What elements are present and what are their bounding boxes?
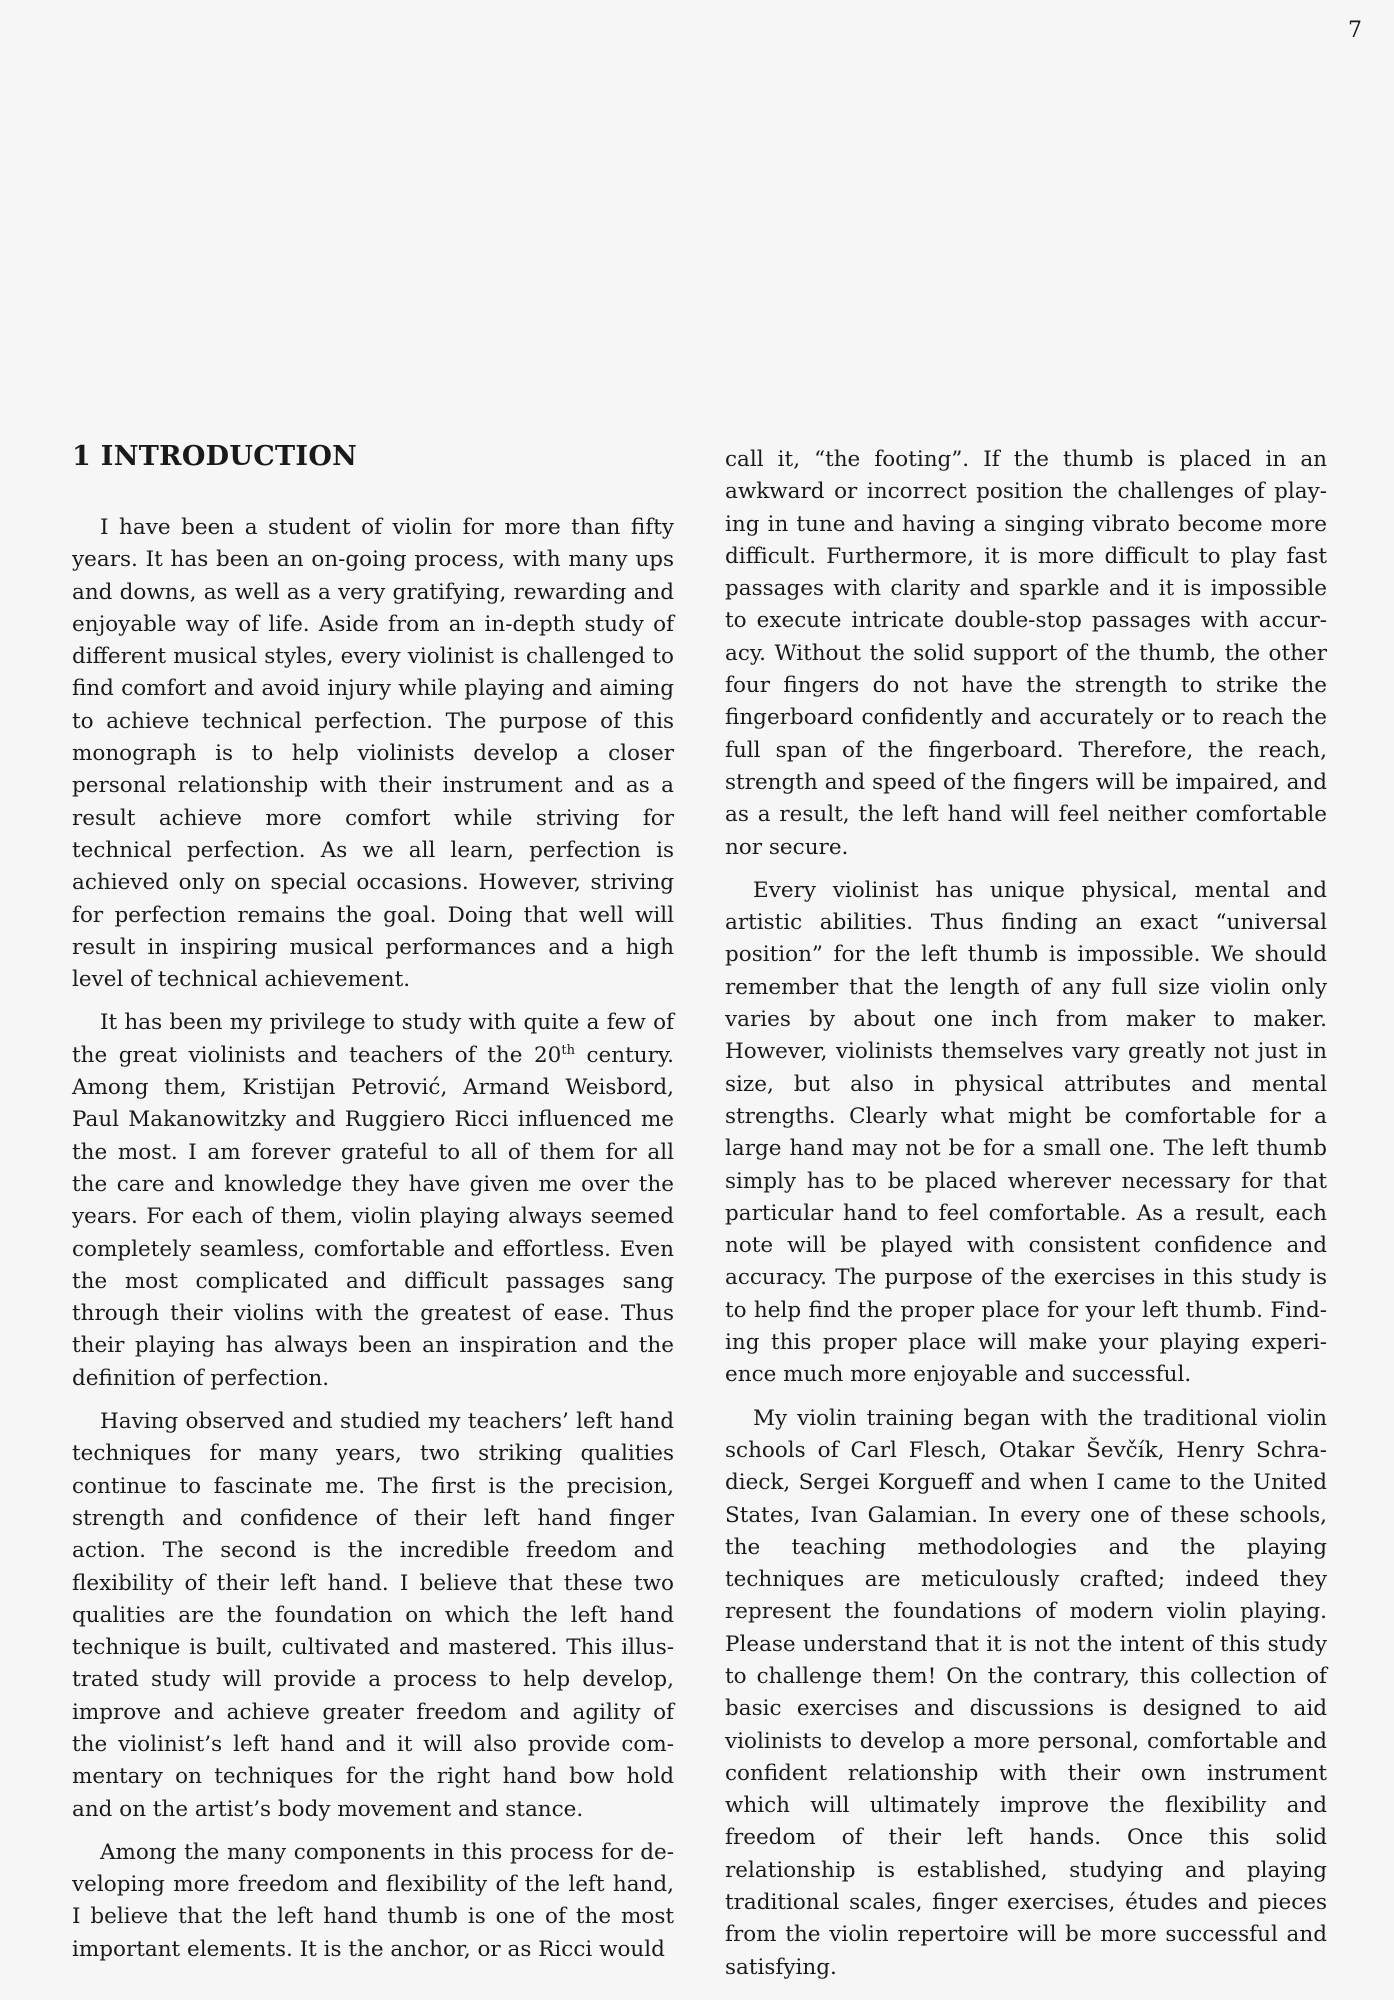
paragraph-2-text-a: It has been my privilege to study with quite a few of the great violinists and teachers of the 20: [72, 1010, 674, 1068]
paragraph-4-end: call it, “the footing”. If the thumb is placed in an awkward or incorrect position the challenges of playing in tune and having a singing vibrato become more difficult. Furthermore, it is more difficult to play fast passages with clarity and sparkle and it is impossible to execute intricate double-stop passages with accuracy. Without the solid support of the thumb, the other four fingers do not have the strength to strike the fingerboard confidently and accurately or to reach the full span of the fingerboard. Therefore, the reach, strength and speed of the fingers will be impaired, and as a result, the left hand will feel neither comfortable nor secure.: [725, 447, 1327, 860]
paragraph-3: Having observed and studied my teachers’ left hand techniques for many years, two striking qualities continue to fascinate me. The first is the precision, strength and confidence of their left hand finger action. The second is the incredible freedom and flexibility of their left hand. I believe that these two qualities are the foundation on which the left hand technique is built, cultivated and mastered. This illustrated study will provide a process to help develop, improve and achieve greater freedom and agility of the violinist’s left hand and it will also provide commentary on techniques for the right hand bow hold and on the artist’s body movement and stance.: [72, 1409, 674, 1822]
chapter-heading: 1 INTRODUCTION: [72, 441, 358, 472]
superscript-th: th: [561, 1042, 575, 1058]
paragraph-2-text-b: century. Among them, Kristijan Petrović, Armand Weisbord, Paul Makanowitzky and Ruggiero Ricci influenced me the most. I am forever grateful to all of them for all the care and knowledge they have given me over the years. For each of them, violin playing always seemed completely seamless, comfortable and effortless. Even the most complicated and difficult passages sang through their violins with the greatest of ease. Thus their playing has always been an inspiration and the definition of perfection.: [72, 1042, 674, 1391]
paragraph-5: Every violinist has unique physical, mental and artistic abilities. Thus finding an exact “universal position” for the left thumb is impossible. We should remember that the length of any full size violin only varies by about one inch from maker to maker. However, violinists themselves vary greatly not just in size, but also in physical attributes and mental strengths. Clearly what might be comfortable for a large hand may not be for a small one. The left thumb simply has to be placed wherever necessary for that particular hand to feel comfortable. As a result, each note will be played with consistent confidence and accuracy. The purpose of the exercises in this study is to help find the proper place for your left thumb. Finding this proper place will make your playing experience much more enjoyable and successful.: [725, 877, 1327, 1388]
paragraph-2: [72, 1007, 674, 1395]
right-column: [725, 444, 1327, 1995]
paragraph-1: I have been a student of violin for more than fifty years. It has been an on-going process, with many ups and downs, as well as a very gratifying, rewarding and enjoyable way of life. Aside from an in-depth study of different musical styles, every violinist is challenged to find comfort and avoid injury while playing and aiming to achieve technical perfection. The purpose of this monograph is to help violinists develop a closer personal relationship with their instrument and as a result achieve more comfort while striving for technical perfection. As we all learn, perfection is achieved only on special occasions. However, striving for perfection remains the goal. Doing that well will result in inspiring musical performances and a high level of technical achievement.: [72, 515, 674, 993]
paragraph-4-start: Among the many components in this process for developing more freedom and flexibility of the left hand, I believe that the left hand thumb is one of the most important elements. It is the anchor, or as Ricci would: [72, 1839, 674, 1962]
page-number: 7: [1348, 18, 1362, 43]
left-column: [72, 440, 674, 1977]
paragraph-6: My violin training began with the traditional violin schools of Carl Flesch, Otakar Ševčík, Henry Schradieck, Sergei Korgueff and when I came to the United States, Ivan Galamian. In every one of these schools, the teaching methodologies and the playing techniques are meticulously crafted; indeed they represent the foundations of modern violin playing. Please understand that it is not the intent of this study to challenge them! On the contrary, this collection of basic exercises and discussions is designed to aid violinists to develop a more personal, comfortable and confident relationship with their own instrument which will ultimately improve the flexibility and freedom of their left hands. Once this solid relationship is established, studying and playing traditional scales, finger exercises, études and pieces from the violin repertoire will be more successful and satisfying.: [725, 1405, 1327, 1980]
